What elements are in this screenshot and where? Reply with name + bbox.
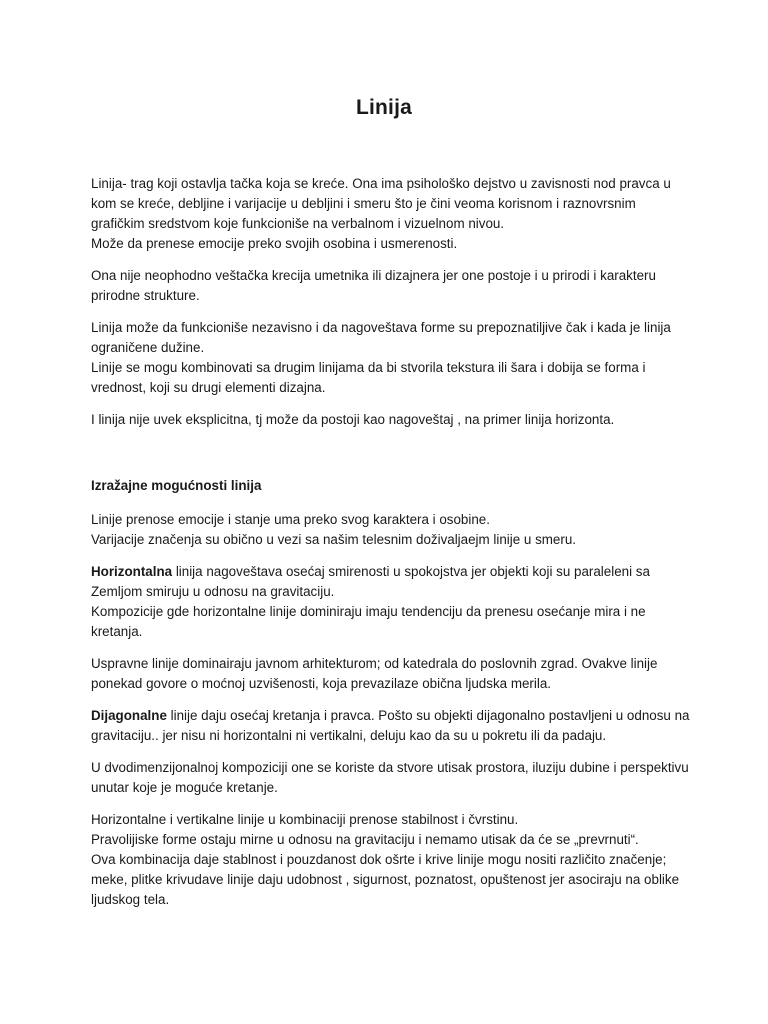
document-title: Linija <box>355 96 413 119</box>
horizontal-body-text: linija nagoveštava osećaj smirenosti u spokojstva jer objekti koji su paraleleni sa Zemljom smiruju u odnosu na gravitaciju. Kompozicije gde horizontalne linije dominiraju imaju tendenciju da prenesu osećanje mira i ne kretanja. <box>91 564 650 639</box>
horizontal-paragraph <box>91 562 691 642</box>
intro-paragraph-4: I linija nije uvek eksplicitna, tj može da postoji kao nagoveštaj , na primer linija horizonta. <box>91 412 615 427</box>
intro-paragraph-2: Ona nije neophodno veštačka krecija umetnika ili dizajnera jer one postoje i u prirodi i karakteru prirodne strukture. <box>91 268 656 303</box>
two-dimensional-paragraph: U dvodimenzijonalnoj kompoziciji one se koriste da stvore utisak prostora, iluziju dubine i perspektivu unutar koje je moguće kretanje. <box>91 760 689 795</box>
intro-paragraph-1: Linija- trag koji ostavlja tačka koja se kreće. Ona ima psihološko dejstvo u zavisnosti nod pravca u kom se kreće, debljine i varijacije u debljini i smeru što je čini veoma korisnom i raznovrsnim grafičkim sredstvom koje funkcioniše na verbalnom i vizuelnom nivou. Može da prenese emocije preko svojih osobina i usmerenosti. <box>91 176 671 251</box>
combination-paragraph: Horizontalne i vertikalne linije u kombinaciji prenose stabilnost i čvrstinu. Pravolijiske forme ostaju mirne u odnosu na gravitaciju i nemamo utisak da će se „prevrnuti“. Ova kombinacija daje stablnost i pouzdanost dok ošrte i krive linije mogu nositi različito značenje; meke, plitke krivudave linije daju udobnost , sigurnost, poznatost, opuštenost jer asociraju na oblike ljudskog tela. <box>91 812 680 907</box>
intro-paragraph-3: Linija može da funkcioniše nezavisno i da nagoveštava forme su prepoznatiljive čak i kada je linija ograničene dužine. Linije se mogu kombinovati sa drugim linijama da bi stvorila tekstura ili šara i dobija se forma i vrednost, koji su drugi elementi dizajna. <box>91 320 671 395</box>
diagonal-lead-term: Dijagonalne <box>91 708 167 723</box>
horizontal-lead-term: Horizontalna <box>91 564 173 579</box>
section-heading: Izražajne mogućnosti linija <box>91 478 262 493</box>
diagonal-paragraph <box>91 706 691 746</box>
document-body <box>91 174 691 922</box>
section-intro-paragraph: Linije prenose emocije i stanje uma preko svog karaktera i osobine. Varijacije značenja su obično u vezi sa našim telesnim doživaljaejm linije u smeru. <box>91 512 577 547</box>
vertical-paragraph: Uspravne linije dominairaju javnom arhitekturom; od katedrala do poslovnih zgrad. Ovakve linije ponekad govore o moćnoj uzvišenosti, koja prevazilaze obična ljudska merila. <box>91 656 658 691</box>
diagonal-body-text: linije daju osećaj kretanja i pravca. Pošto su objekti dijagonalno postavljeni u odnosu na gravitaciju.. jer nisu ni horizontalni ni vertikalni, deluju kao da su u pokretu ili da padaju. <box>91 708 690 743</box>
